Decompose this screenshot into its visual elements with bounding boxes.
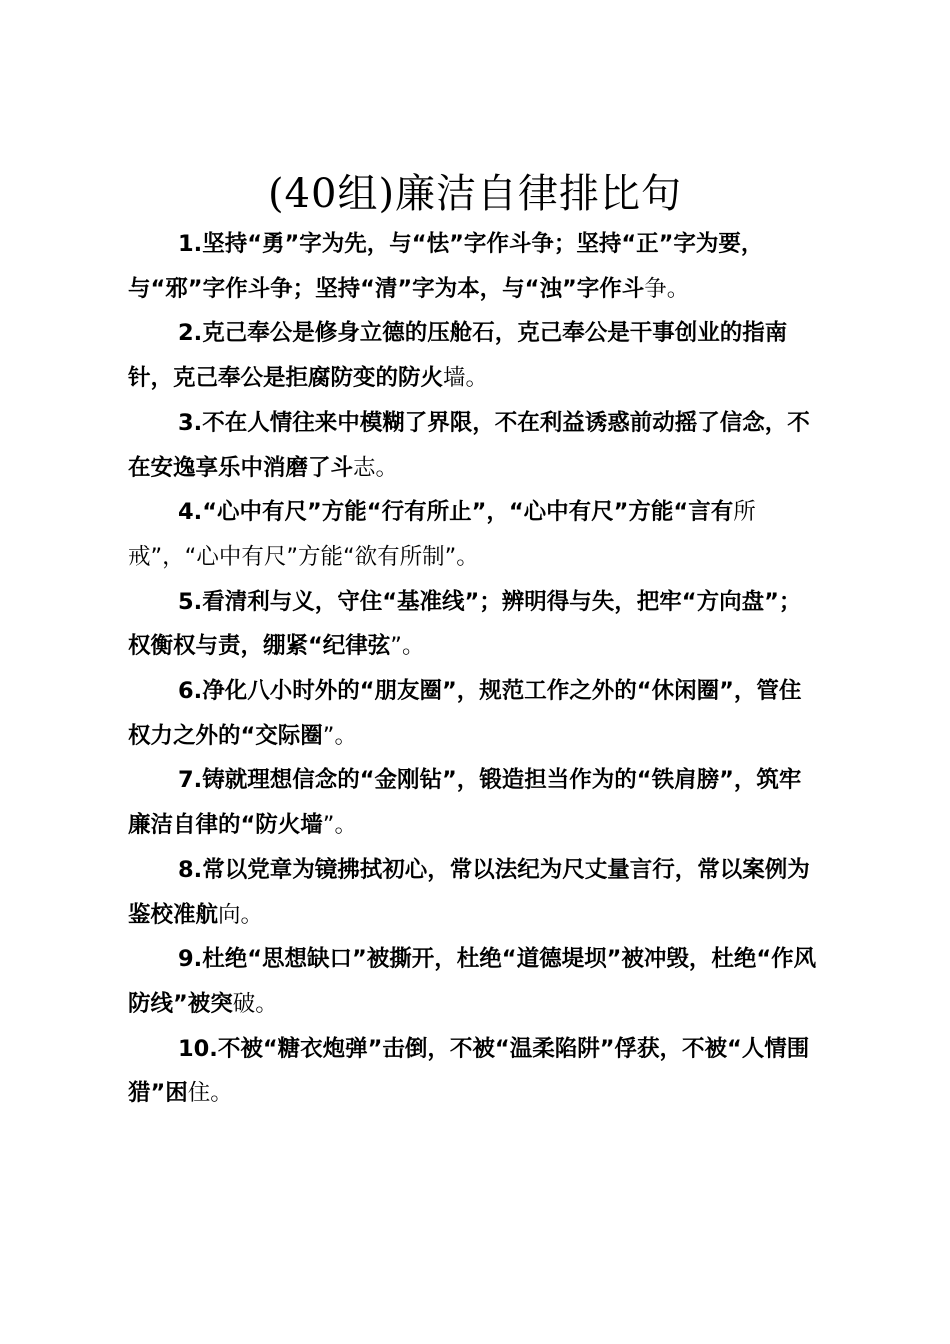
item-text-tail: 争。	[644, 275, 690, 302]
item-text-bold: 4.“心中有尺”方能“行有所止”，“心中有尺”方能“言有	[178, 499, 734, 526]
item-text-bold: 9.杜绝“思想缺口”被撕开，杜绝“道德堤坝”被冲毁，杜绝“作风防线”被突	[128, 946, 817, 1017]
item-text-tail: 破。	[232, 990, 278, 1017]
item-text-tail: ”。	[390, 633, 425, 660]
item-text-bold: 8.常以党章为镜拂拭初心，常以法纪为尺丈量言行，常以案例为鉴校准航	[128, 856, 810, 928]
sentence-list	[128, 222, 822, 1116]
item-text-tail: 住。	[187, 1080, 233, 1107]
item-text-bold: 5.看清利与义，守住“基准线”；辨明得与失，把牢“方向盘”；权衡权与责，绷紧“纪律弦	[128, 588, 802, 660]
list-item	[128, 222, 822, 311]
item-text-tail: 墙。	[443, 365, 489, 392]
item-text-bold: 2.克己奉公是修身立德的压舱石，克己奉公是干事创业的指南针，克己奉公是拒腐防变的防火	[128, 320, 788, 392]
list-item	[128, 669, 822, 758]
list-item	[128, 937, 822, 1026]
list-item	[128, 758, 822, 847]
item-text-bold: 7.铸就理想信念的“金刚钻”，锻造担当作为的“铁肩膀”，筑牢廉洁自律的“防火墙	[128, 767, 802, 839]
list-item	[128, 401, 822, 490]
document-title: (40组)廉洁自律排比句	[267, 171, 683, 217]
list-item	[128, 848, 822, 937]
list-item	[128, 490, 822, 579]
item-text-tail: 向。	[218, 901, 264, 928]
item-text-bold: 6.净化八小时外的“朋友圈”，规范工作之外的“休闲圈”，管住权力之外的“交际圈	[128, 678, 802, 749]
item-text-tail: ”。	[322, 722, 357, 749]
item-text-bold: 10.不被“糖衣炮弹”击倒，不被“温柔陷阱”俘获，不被“人情围猎”困	[128, 1035, 810, 1107]
item-text-bold: 3.不在人情往来中模糊了界限，不在利益诱惑前动摇了信念，不在安逸享乐中消磨了斗	[128, 409, 810, 481]
item-text-tail: 志。	[353, 454, 399, 481]
item-text-tail: ”。	[322, 812, 357, 839]
list-item	[128, 311, 822, 400]
item-text-tail: 所戒”，“心中有尺”方能“欲有所制”。	[128, 499, 756, 570]
list-item	[128, 580, 822, 669]
item-text-bold: 1.坚持“勇”字为先，与“怯”字作斗争；坚持“正”字为要，与“邪”字作斗争；坚持“清”字为本，与“浊”字作斗	[128, 231, 764, 302]
list-item	[128, 1027, 822, 1116]
